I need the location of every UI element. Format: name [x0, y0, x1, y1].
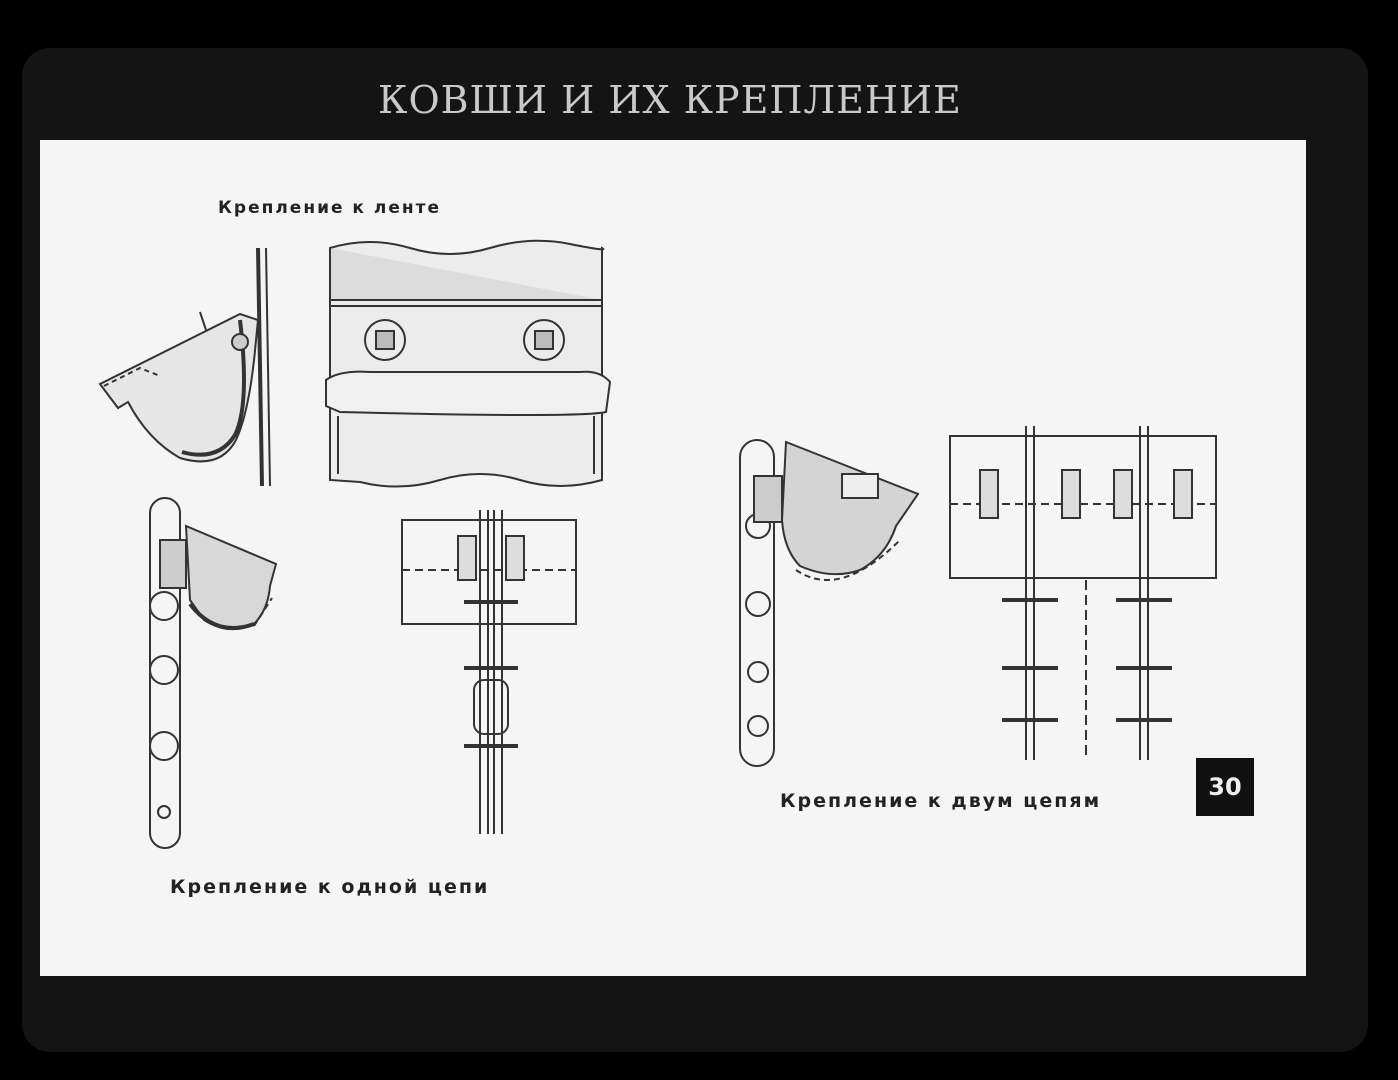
single-chain-front-view [402, 510, 576, 834]
technical-drawing [40, 140, 1306, 976]
double-chain-side-view [740, 440, 918, 766]
caption-double-chain-mount: Крепление к двум цепям [780, 790, 1102, 812]
caption-belt-mount: Крепление к ленте [218, 198, 441, 218]
belt-bucket-side-view [100, 248, 270, 486]
caption-single-chain-mount: Крепление к одной цепи [170, 876, 490, 898]
belt-bucket-front-view [326, 241, 610, 487]
drawing-panel [40, 140, 1306, 976]
single-chain-side-view [150, 498, 276, 848]
page-number-badge: 30 [1196, 758, 1254, 816]
double-chain-front-view [950, 426, 1216, 760]
slide-title: КОВШИ И ИХ КРЕПЛЕНИЕ [378, 78, 962, 122]
